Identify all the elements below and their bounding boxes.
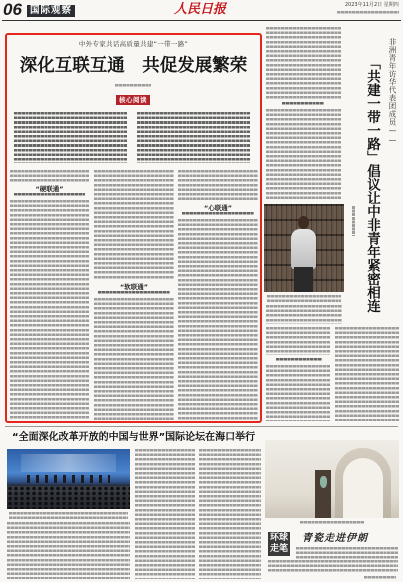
body-text-block — [266, 27, 341, 100]
photo-person-head — [298, 216, 309, 229]
issue-date: 2023年11月2日 星期四 — [345, 2, 399, 8]
photo-caption — [9, 512, 128, 519]
exhibition-photo — [265, 440, 399, 518]
body-text-block — [94, 170, 174, 280]
body-text-block — [266, 305, 342, 324]
header-rule — [2, 20, 401, 21]
body-text-block — [135, 449, 195, 579]
forum-headline: “全面深化改革开放的中国与世界”国际论坛在海口举行 — [12, 432, 256, 443]
body-text-block — [335, 327, 399, 421]
photo-stage-speakers — [27, 475, 110, 483]
masthead-logo: 人民日报 — [174, 2, 227, 17]
feature-article[interactable] — [264, 24, 401, 422]
body-text-block — [178, 219, 258, 420]
core-reading-label: 核心阅读 — [116, 95, 150, 105]
forum-photo — [7, 449, 130, 509]
forum-article[interactable] — [5, 428, 263, 580]
section-subheading — [182, 212, 254, 215]
body-text-block — [199, 449, 261, 579]
lead-headline: 深化互联互通 共促发展繁荣 — [19, 56, 248, 76]
photo-stage-screen — [21, 454, 116, 472]
lead-article[interactable] — [5, 33, 262, 423]
section-heading-people-connectivity: “心联通” — [203, 204, 233, 212]
section-heading-hard-connectivity: “硬联通” — [35, 185, 64, 193]
body-text-block — [296, 547, 398, 559]
feature-subheading — [276, 358, 322, 361]
body-text-block — [266, 365, 330, 421]
body-text-block — [10, 200, 89, 420]
body-text-block — [178, 170, 258, 202]
body-text-block — [266, 109, 341, 200]
page-number: 06 — [3, 0, 22, 19]
section-divider — [5, 426, 398, 427]
editor-credit-line — [337, 11, 399, 14]
photo-caption — [267, 295, 341, 302]
section-label: 国际观察 — [27, 5, 75, 17]
intro-text-right — [137, 112, 250, 163]
photo-person-legs — [294, 267, 313, 292]
body-text-block — [7, 522, 130, 579]
feature-subheading — [282, 102, 324, 105]
column-box[interactable] — [264, 529, 400, 580]
body-text-block — [94, 298, 174, 420]
feature-kicker: 非洲青年访华代表团成员—— — [388, 38, 397, 145]
photo-caption — [300, 521, 364, 524]
column-label: 环球走笔 — [269, 533, 288, 554]
lead-kicker: 中外专家共话高质量共建“一带一路” — [78, 40, 189, 48]
photo-person-body — [291, 229, 316, 269]
section-heading-soft-connectivity: “软联通” — [119, 283, 149, 291]
intro-text-left — [14, 112, 127, 163]
section-subheading — [14, 193, 85, 196]
lead-byline — [115, 84, 151, 87]
page-header — [0, 0, 403, 22]
column-title: 青瓷走进伊朗 — [302, 533, 368, 544]
column-byline — [364, 576, 396, 579]
photo-news[interactable] — [264, 438, 400, 528]
body-text-block — [10, 170, 89, 184]
section-subheading — [98, 291, 170, 294]
feature-byline — [352, 206, 355, 236]
photo-vase — [320, 476, 327, 488]
photo-audience — [7, 486, 130, 509]
photo-arch-opening — [343, 458, 383, 518]
body-text-block — [268, 560, 398, 574]
body-text-block — [266, 327, 330, 355]
portrait-photo — [264, 204, 344, 292]
feature-headline: 「共建一带一路」倡议让中非青年紧密相连 — [364, 56, 380, 313]
